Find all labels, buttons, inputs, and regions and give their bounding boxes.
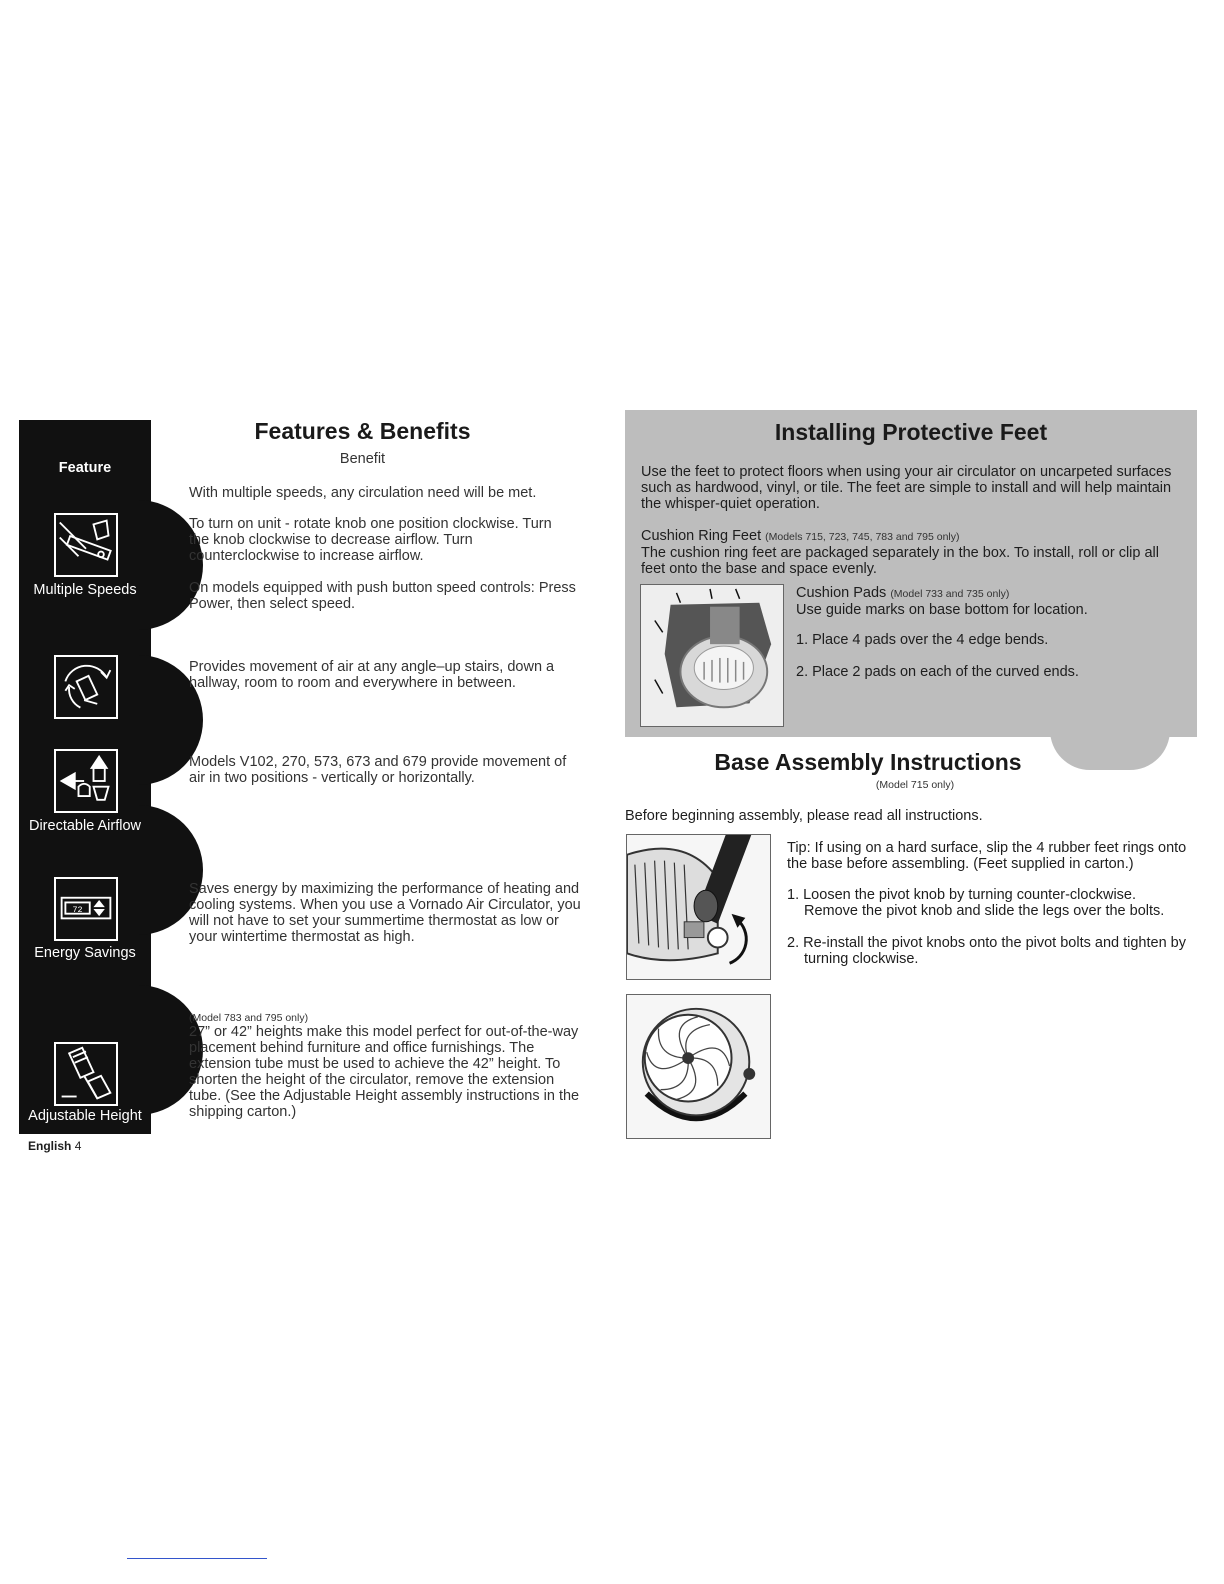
- feature-sidebar: [19, 420, 151, 1134]
- base-assembly-title-text: Base Assembly Instructions: [714, 749, 1022, 775]
- page-number: 4: [74, 1139, 82, 1153]
- speeds-benefit-text: With multiple speeds, any circulation need will be met.: [189, 485, 537, 501]
- cushion-ring-text: The cushion ring feet are packaged separately in the box. To install, roll or clip all feet onto the base and space evenly.: [641, 545, 1159, 577]
- page-footer: [28, 1139, 81, 1153]
- feet-intro-text: Use the feet to protect floors when using your air circulator on uncarpeted surfaces such as hardwood, vinyl, or tile. The feet are simple to install and will help maintain the whisper-quiet operation.: [641, 464, 1172, 512]
- feature-column-heading: Feature: [58, 460, 112, 476]
- feature-label-adjustable-height: Adjustable Height: [28, 1108, 142, 1124]
- pivot-knob-photo: [626, 834, 771, 980]
- cushion-pads-heading: Cushion Pads: [796, 585, 887, 601]
- base-step-2: 2. Re-install the pivot knobs onto the pivot bolts and tighten by turning clockwise.: [787, 935, 1186, 967]
- cushion-ring-models: (Models 715, 723, 745, 783 and 795 only): [765, 531, 960, 543]
- directable-airflow-icon: [54, 749, 118, 813]
- footnote-rule: [127, 1558, 267, 1559]
- thermostat-icon: [54, 877, 118, 941]
- cushion-ring-heading: Cushion Ring Feet: [641, 528, 762, 544]
- cushion-pads-photo: [640, 584, 784, 727]
- air-movement-text: Provides movement of air at any angle–up stairs, down a hallway, room to room and everywhere in between.: [189, 659, 555, 691]
- base-models-note: (Model 715 only): [875, 779, 955, 791]
- cushion-pads-models: (Model 733 and 735 only): [890, 588, 1010, 600]
- base-assembly-title: [625, 749, 1197, 776]
- benefit-column-heading: Benefit: [339, 451, 386, 467]
- energy-savings-text: Saves energy by maximizing the performance of heating and cooling systems. When you use a Vornado Air Circulator, you will not have to set your summertime thermostat as low or your wintertime thermostat as high.: [189, 881, 581, 945]
- feature-label-energy-savings: Energy Savings: [34, 945, 136, 961]
- footer-language: English: [28, 1139, 72, 1153]
- thermostat-reading: 72: [72, 904, 83, 915]
- multiple-speeds-icon: [54, 513, 118, 577]
- cushion-pads-section: [796, 585, 1186, 618]
- feature-label-directable-airflow: Directable Airflow: [28, 818, 141, 834]
- adjustable-height-icon: [54, 1042, 118, 1106]
- speeds-instructions-text: To turn on unit - rotate knob one position clockwise. Turn the knob clockwise to decrease airflow. Turn counterclockwise to increase airflow.: [189, 516, 552, 564]
- base-tip-text: Tip: If using on a hard surface, slip the 4 rubber feet rings onto the base before assembling. (Feet supplied in carton.): [787, 840, 1187, 872]
- push-button-text: On models equipped with push button speed controls: Press Power, then select speed.: [189, 580, 576, 612]
- rotating-airflow-icon: [54, 655, 118, 719]
- adjustable-height-text: 27” or 42” heights make this model perfect for out-of-the-way placement behind furniture and office furnishings. The extension tube must be used to achieve the 42” height. To shorten the height of the circulator, remove the extension tube. (See the Adjustable Height assembly instructions in the shipping carton.): [189, 1024, 580, 1120]
- base-step-1: 1. Loosen the pivot knob by turning counter-clockwise. Remove the pivot knob and slide the legs over the bolts.: [787, 887, 1165, 919]
- directable-airflow-text: Models V102, 270, 573, 673 and 679 provide movement of air in two positions - vertically or horizontally.: [189, 754, 567, 786]
- pads-step-1: 1. Place 4 pads over the 4 edge bends.: [796, 632, 1049, 648]
- cushion-pads-text: Use guide marks on base bottom for location.: [796, 602, 1088, 618]
- feature-label-multiple-speeds: Multiple Speeds: [33, 582, 137, 598]
- cushion-ring-section: [641, 528, 1186, 577]
- assembled-fan-photo: [626, 994, 771, 1139]
- before-assembly-text: Before beginning assembly, please read all instructions.: [625, 808, 983, 824]
- height-models-note: (Model 783 and 795 only): [189, 1012, 309, 1024]
- feet-title: Installing Protective Feet: [774, 419, 1048, 445]
- features-title: Features & Benefits: [254, 418, 471, 444]
- pads-step-2: 2. Place 2 pads on each of the curved ends.: [796, 664, 1079, 680]
